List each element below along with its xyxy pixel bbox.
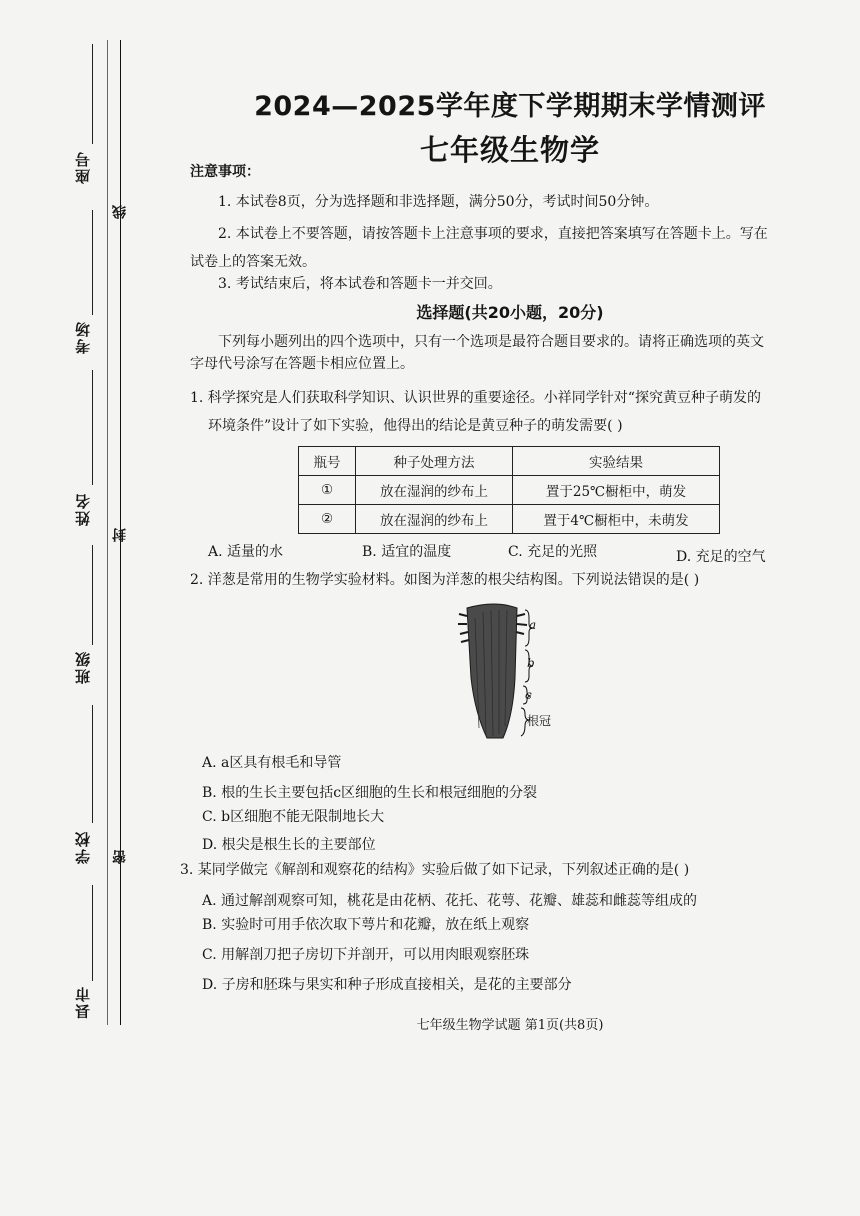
subject-title: 七年级生物学 [419,133,600,167]
room-label: 考场 [74,320,92,354]
table-cell: ② [299,505,356,534]
root-tip-figure [455,598,585,748]
table-header: 瓶号 [299,447,356,476]
q2-stem: 2. 洋葱是常用的生物学实验材料。如图为洋葱的根尖结构图。下列说法错误的是( ) [190,572,700,588]
table-header: 实验结果 [513,447,720,476]
q3-option-a: A. 通过解剖观察可知，桃花是由花柄、花托、花萼、花瓣、雄蕊和雌蕊等组成的 [202,893,698,909]
q1-stem-line2: 环境条件”设计了如下实验，他得出的结论是黄豆种子的萌发需要( ) [208,418,623,434]
name-blank [92,370,93,485]
class-blank [92,545,93,645]
q1-option-a: A. 适量的水 [208,544,284,560]
page-footer: 七年级生物学试题 第1页(共8页) [416,1018,604,1033]
q3-option-c: C. 用解剖刀把子房切下并剖开，可以用肉眼观察胚珠 [202,947,530,963]
q3-stem: 3. 某同学做完《解剖和观察花的结构》实验后做了如下记录，下列叙述正确的是( ) [180,862,690,878]
section-instruction-1: 下列每小题列出的四个选项中，只有一个选项是最符合题目要求的。请将正确选项的英文 [218,334,764,350]
binding-mark-line: 线 [112,205,128,219]
seat-blank [92,44,93,144]
table-header-row [299,447,720,476]
q1-option-c: C. 充足的光照 [508,544,598,560]
root-tip-diagram [455,598,585,748]
class-label: 班级 [74,650,92,684]
q1-option-b: B. 适宜的温度 [362,544,452,560]
note-2-cont: 试卷上的答案无效。 [190,254,316,270]
county-blank [92,885,93,981]
table-cell: 放在湿润的纱布上 [356,505,513,534]
table-row [299,476,720,505]
notes-heading: 注意事项： [190,164,260,180]
label-c: c [525,688,532,702]
binding-mark-secret: 密 [112,850,128,864]
table-cell: ① [299,476,356,505]
binding-margin-line [107,40,108,1025]
label-b: b [527,656,535,670]
table-header: 种子处理方法 [356,447,513,476]
table-cell: 置于4℃橱柜中，未萌发 [513,505,720,534]
table-cell: 置于25℃橱柜中，萌发 [513,476,720,505]
section-title: 选择题(共20小题，20分) [416,303,604,322]
exam-title: 2024—2025学年度下学期期末学情测评 [254,91,766,122]
note-3: 3. 考试结束后，将本试卷和答题卡一并交回。 [218,276,502,292]
label-a: a [529,618,537,632]
note-2: 2. 本试卷上不要答题，请按答题卡上注意事项的要求，直接把答案填写在答题卡上。写在 [218,226,768,242]
school-label: 学校 [74,830,92,864]
q1-option-d: D. 充足的空气 [676,549,766,565]
county-label: 县市 [74,985,92,1019]
section-instruction-2: 字母代号涂写在答题卡相应位置上。 [190,356,414,372]
q2-option-b: B. 根的生长主要包括c区细胞的生长和根冠细胞的分裂 [202,785,538,801]
q2-option-a: A. a区具有根毛和导管 [202,755,342,771]
q1-experiment-table [298,446,720,534]
q3-option-d: D. 子房和胚珠与果实和种子形成直接相关，是花的主要部分 [202,977,572,993]
note-1: 1. 本试卷8页，分为选择题和非选择题，满分50分，考试时间50分钟。 [218,194,659,210]
binding-mark-seal: 封 [112,528,128,542]
label-root-cap: 根冠 [527,714,552,728]
q1-stem-line1: 1. 科学探究是人们获取科学知识、认识世界的重要途径。小祥同学针对“探究黄豆种子萌发的 [190,390,761,406]
table-row [299,505,720,534]
q2-option-c: C. b区细胞不能无限制地长大 [202,809,385,825]
table-cell: 放在湿润的纱布上 [356,476,513,505]
seat-label: 座号 [74,150,92,184]
room-blank [92,210,93,315]
q3-option-b: B. 实验时可用手依次取下萼片和花瓣，放在纸上观察 [202,917,530,933]
school-blank [92,705,93,823]
name-label: 姓名 [74,492,92,526]
q2-option-d: D. 根尖是根生长的主要部位 [202,837,376,853]
